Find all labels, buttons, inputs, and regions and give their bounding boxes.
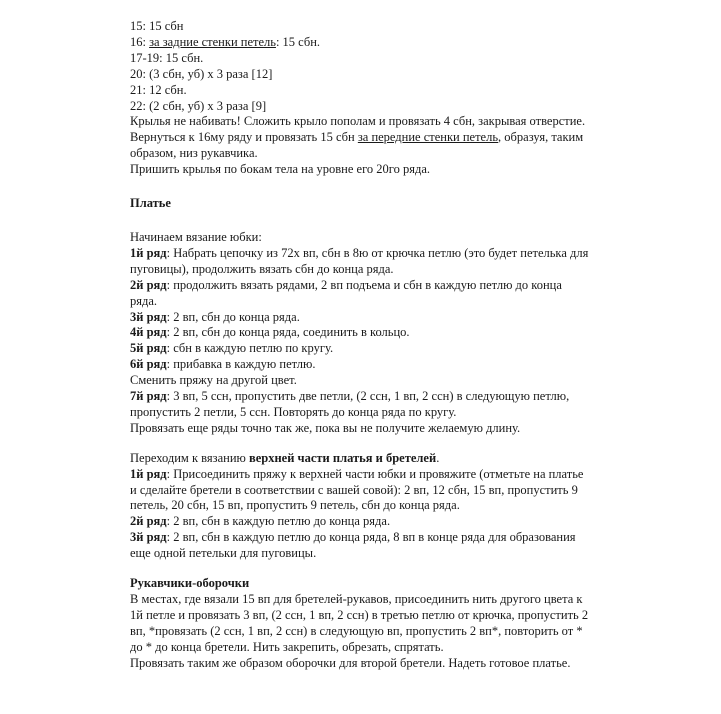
spacer <box>130 212 590 230</box>
row-text: : 3 вп, 5 ссн, пропустить две петли, (2 ссн, 1 вп, 2 ссн) в следующую петлю, пропустить 2 петли, 5 ссн. Повторять до конца ряда по кругу. <box>130 389 570 419</box>
dress-row-2 <box>130 278 590 310</box>
dress-change-color: Сменить пряжу на другой цвет. <box>130 373 297 388</box>
top-intro-bold: верхней части платья и бретелей <box>248 450 437 465</box>
wings-note-1: Крылья не набивать! Сложить крыло пополам и провязать 4 сбн, закрывая отверстие. <box>130 114 586 129</box>
dress-row-1 <box>130 246 590 278</box>
dress-title-text: Платье <box>130 196 171 211</box>
wings-note-2-suffix: , образуя, таким образом, низ рукавчика. <box>130 130 584 161</box>
spacer <box>130 562 590 576</box>
row-text: : 2 вп, сбн в каждую петлю до конца ряда. <box>166 514 391 529</box>
wings-note-3: Пришить крылья по бокам тела на уровне его 20го ряда. <box>130 162 431 177</box>
top-row-3 <box>130 530 590 562</box>
row-label: 3й ряд <box>130 309 167 324</box>
top-row-2 <box>130 514 590 530</box>
dress-title <box>130 196 590 212</box>
row-text: : 2 вп, сбн до конца ряда, соединить в кольцо. <box>166 325 410 340</box>
wings-row-17-19: 17-19: 15 сбн. <box>130 50 204 65</box>
row-text: : прибавка в каждую петлю. <box>166 357 316 372</box>
row-label: 4й ряд <box>130 325 167 340</box>
dress-intro: Начинаем вязание юбки: <box>130 229 262 244</box>
spacer <box>130 178 590 196</box>
spacer <box>130 437 590 451</box>
row-text: : Присоединить пряжу к верхней части юбки и провяжите (отметьте на платье и сделайте бретели в соответствии с вашей совой): 2 вп, 12 сбн, 15 вп, пропустить 9 петель, 20 сбн, 15 вп, пропустить 9 петель, сбн до конца ряда. <box>130 466 584 513</box>
top-intro-suffix: . <box>436 450 440 465</box>
ruffles-title <box>130 576 590 592</box>
top-intro <box>130 451 590 467</box>
row-label: 5й ряд <box>130 341 167 356</box>
row-label: 7й ряд <box>130 389 167 404</box>
wings-note-2-underlined: за передние стенки петель <box>357 130 499 145</box>
dress-row-7 <box>130 389 590 421</box>
wings-row-16-underlined: за задние стенки петель <box>149 34 276 49</box>
top-intro-prefix: Переходим к вязанию <box>130 450 249 465</box>
ruffles-paragraph-2: Провязать таким же образом оборочки для второй бретели. Надеть готовое платье. <box>130 655 571 670</box>
row-label: 3й ряд <box>130 530 167 545</box>
row-text: : Набрать цепочку из 72х вп, сбн в 8ю от крючка петлю (это будет петелька для пуговицы), продолжить вязать сбн до конца ряда. <box>130 245 589 276</box>
wings-row-22: 22: (2 сбн, уб) х 3 раза [9] <box>130 98 267 113</box>
row-text: : 2 вп, сбн в каждую петлю до конца ряда, 8 вп в конце ряда для образования еще одной петельки для пуговицы. <box>130 530 576 561</box>
row-label: 2й ряд <box>130 514 167 529</box>
wings-row-16 <box>130 35 590 51</box>
row-label: 1й ряд <box>130 466 167 481</box>
row-text: : сбн в каждую петлю по кругу. <box>166 341 334 356</box>
row-label: 1й ряд <box>130 245 167 260</box>
wings-row-16-suffix: : 15 сбн. <box>275 34 321 49</box>
dress-row-4 <box>130 325 590 341</box>
row-text: : продолжить вязать рядами, 2 вп подъема и сбн в каждую петлю до конца ряда. <box>130 277 562 308</box>
wings-row-16-prefix: 16: <box>130 34 150 49</box>
dress-row-5 <box>130 341 590 357</box>
row-label: 6й ряд <box>130 357 167 372</box>
top-row-1 <box>130 467 590 515</box>
wings-row-15: 15: 15 сбн <box>130 19 184 33</box>
wings-row-20: 20: (3 сбн, уб) х 3 раза [12] <box>130 66 273 81</box>
dress-row-3 <box>130 310 590 326</box>
wings-row-21: 21: 12 сбн. <box>130 82 187 97</box>
wings-note-2-prefix: Вернуться к 16му ряду и провязать 15 сбн <box>130 130 358 145</box>
ruffles-paragraph-1: В местах, где вязали 15 вп для бретелей-рукавов, присоединить нить другого цвета к 1й петле и провязать 3 вп, (2 ссн, 1 вп, 2 ссн) в третью петлю от крючка, пропустить 2 вп, *провязать (2 ссн, 1 вп, 2 ссн) в следующую вп, пропустить 2 вп*, повторить от * до * до конца бретели. Нить закрепить, обрезать, спрятать. <box>130 592 589 654</box>
dress-row-6 <box>130 357 590 373</box>
document-page <box>130 19 590 672</box>
row-label: 2й ряд <box>130 277 167 292</box>
ruffles-title-text: Рукавчики-оборочки <box>130 576 250 591</box>
dress-repeat-note: Провязать еще ряды точно так же, пока вы не получите желаемую длину. <box>130 420 521 435</box>
wings-note-2 <box>130 130 590 162</box>
row-text: : 2 вп, сбн до конца ряда. <box>166 309 300 324</box>
